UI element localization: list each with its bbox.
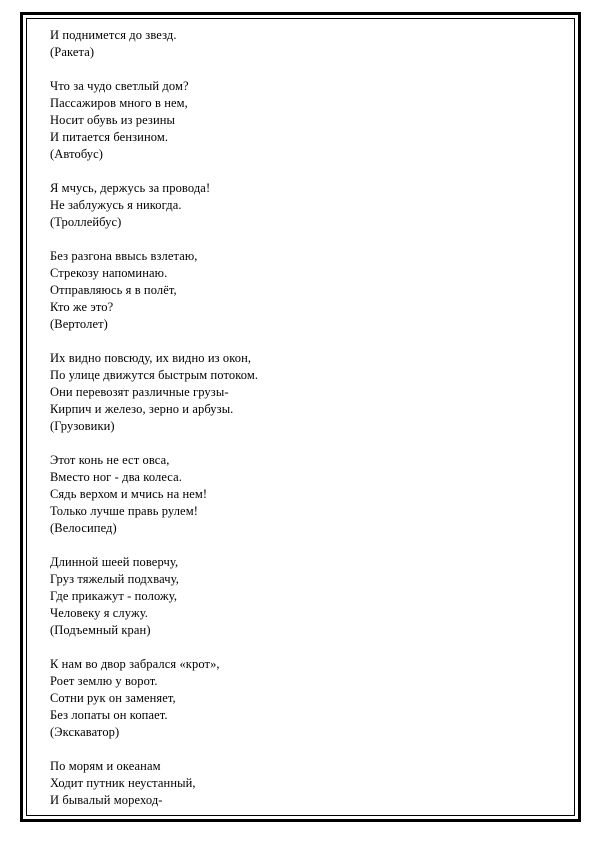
- riddle-line: Что за чудо светлый дом?: [50, 79, 189, 93]
- riddle-stanza: [50, 656, 550, 741]
- riddle-line: Без лопаты он копает.: [50, 708, 168, 722]
- riddles-text: [50, 27, 550, 826]
- riddle-line: Пассажиров много в нем,: [50, 96, 188, 110]
- riddle-answer: (Велосипед): [50, 521, 117, 535]
- riddle-stanza: [50, 452, 550, 537]
- riddle-line: Их видно повсюду, их видно из окон,: [50, 351, 252, 365]
- riddle-line: Сотни рук он заменяет,: [50, 691, 176, 705]
- riddle-stanza: [50, 758, 550, 809]
- riddle-line: Не заблужусь я никогда.: [50, 198, 182, 212]
- riddle-line: Роет землю у ворот.: [50, 674, 158, 688]
- riddle-line: Стрекозу напоминаю.: [50, 266, 168, 280]
- riddle-line: Где прикажут - положу,: [50, 589, 178, 603]
- riddle-line: Кирпич и железо, зерно и арбузы.: [50, 402, 234, 416]
- riddle-answer: (Подъемный кран): [50, 623, 151, 637]
- riddle-line: Длинной шеей поверчу,: [50, 555, 179, 569]
- riddle-stanza: [50, 554, 550, 639]
- riddle-stanza: [50, 248, 550, 333]
- riddle-answer: (Вертолет): [50, 317, 108, 331]
- riddle-line: Я мчусь, держусь за провода!: [50, 181, 211, 195]
- riddle-line: Сядь верхом и мчись на нем!: [50, 487, 208, 501]
- riddle-line: Без разгона ввысь взлетаю,: [50, 249, 198, 263]
- riddle-line: Этот конь не ест овса,: [50, 453, 170, 467]
- riddle-line: Только лучше правь рулем!: [50, 504, 198, 518]
- riddle-answer: (Грузовики): [50, 419, 115, 433]
- riddle-stanza: [50, 180, 550, 231]
- riddle-line: Отправляюсь я в полёт,: [50, 283, 177, 297]
- riddle-line: По морям и океанам: [50, 759, 161, 773]
- riddle-answer: (Троллейбус): [50, 215, 122, 229]
- riddle-line: Они перевозят различные грузы-: [50, 385, 229, 399]
- riddle-stanza: [50, 350, 550, 435]
- riddle-line: К нам во двор забрался «крот»,: [50, 657, 220, 671]
- riddle-line: Ходит путник неустанный,: [50, 776, 196, 790]
- riddle-stanza: [50, 27, 550, 61]
- riddle-line: Носит обувь из резины: [50, 113, 176, 127]
- riddle-answer: (Экскаватор): [50, 725, 120, 739]
- riddle-line: Вместо ног - два колеса.: [50, 470, 182, 484]
- riddle-line: И бывалый мореход-: [50, 793, 163, 807]
- riddle-line: И поднимется до звезд.: [50, 28, 177, 42]
- riddle-line: Человеку я служу.: [50, 606, 149, 620]
- riddle-line: Кто же это?: [50, 300, 114, 314]
- riddle-line: Груз тяжелый подхвачу,: [50, 572, 179, 586]
- riddle-stanza: [50, 78, 550, 163]
- riddle-line: По улице движутся быстрым потоком.: [50, 368, 259, 382]
- riddle-answer: (Ракета): [50, 45, 95, 59]
- riddle-line: И питается бензином.: [50, 130, 169, 144]
- riddle-answer: (Автобус): [50, 147, 104, 161]
